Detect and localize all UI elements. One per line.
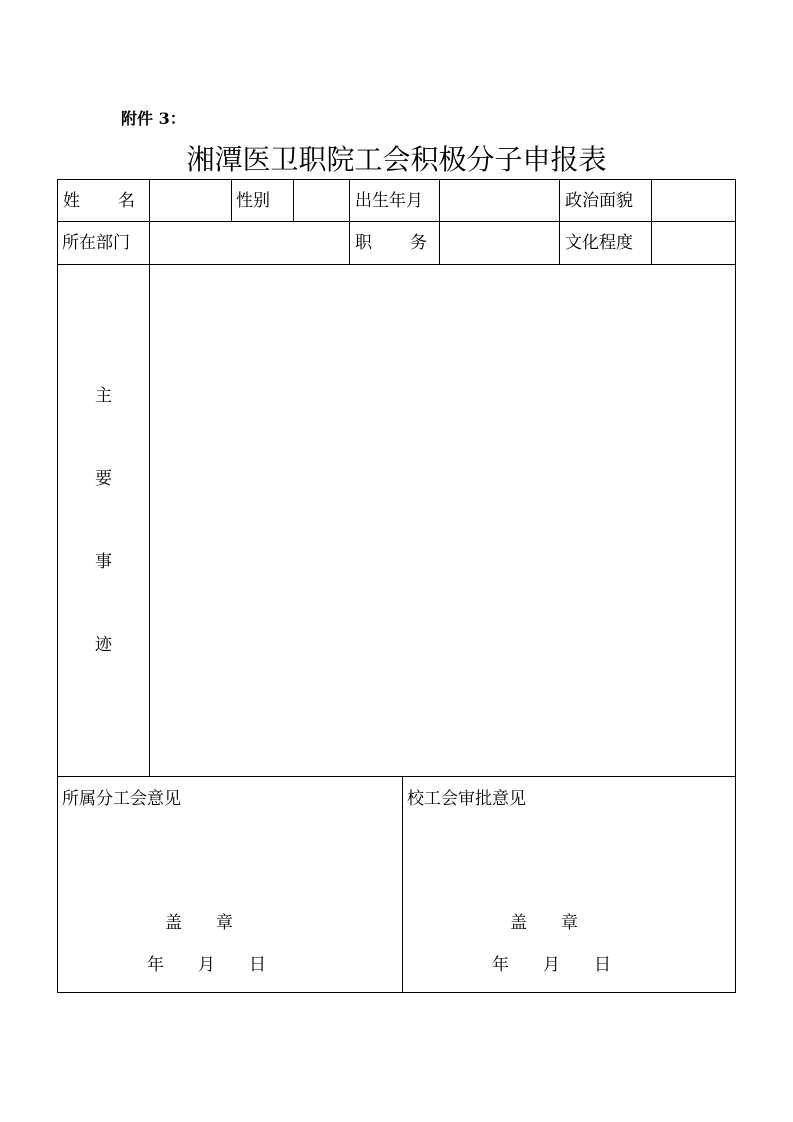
row-divider-3 bbox=[58, 776, 735, 777]
col-divider-gender-value bbox=[293, 180, 294, 221]
political-label: 政治面貌 bbox=[565, 191, 633, 211]
branch-seal-label: 盖 章 bbox=[165, 913, 233, 933]
deeds-char-4: 迹 bbox=[95, 635, 112, 655]
col-divider-birth bbox=[349, 180, 350, 264]
deeds-char-2: 要 bbox=[95, 469, 112, 489]
deeds-char-1: 主 bbox=[95, 386, 112, 406]
education-label: 文化程度 bbox=[565, 233, 633, 253]
row-divider-2 bbox=[58, 264, 735, 265]
deeds-label bbox=[58, 386, 149, 718]
col-divider-birth-value bbox=[439, 180, 440, 264]
col-divider-gender bbox=[231, 180, 232, 221]
dept-label: 所在部门 bbox=[62, 233, 130, 253]
col-divider-political-value bbox=[651, 180, 652, 264]
deeds-char-3: 事 bbox=[95, 552, 112, 572]
col-divider-label bbox=[149, 180, 150, 776]
birth-label: 出生年月 bbox=[355, 191, 423, 211]
name-label: 姓 名 bbox=[63, 191, 135, 211]
school-opinion-label: 校工会审批意见 bbox=[407, 789, 526, 809]
branch-date-label: 年 月 日 bbox=[147, 955, 266, 975]
application-form bbox=[57, 179, 736, 993]
page-title: 湘潭医卫职院工会积极分子申报表 bbox=[186, 143, 607, 176]
deeds-field[interactable] bbox=[154, 270, 730, 770]
branch-opinion-label: 所属分工会意见 bbox=[62, 789, 181, 809]
position-label: 职 务 bbox=[355, 233, 427, 253]
gender-label: 性别 bbox=[236, 191, 270, 211]
col-divider-opinions bbox=[402, 776, 403, 992]
attachment-label: 附件 3： bbox=[121, 109, 186, 128]
row-divider-1 bbox=[58, 221, 735, 222]
school-date-label: 年 月 日 bbox=[492, 955, 611, 975]
school-seal-label: 盖 章 bbox=[510, 913, 578, 933]
col-divider-political bbox=[559, 180, 560, 264]
